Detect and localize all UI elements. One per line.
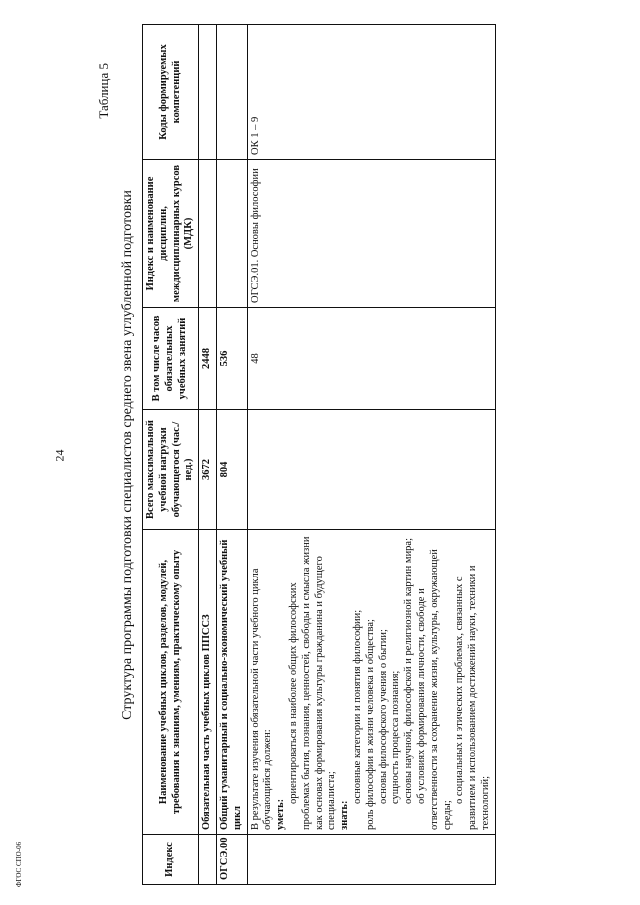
row-total: 804	[216, 410, 247, 530]
header-index: Индекс	[143, 835, 199, 885]
row-name: Общий гуманитарный и социально-экономический учебный цикл	[216, 530, 247, 835]
row-index: ОГСЭ.00	[216, 835, 247, 885]
list-item: об условиях формирования личности, свободе и ответственности за сохранение жизни, культуры, окружающей среды;	[415, 549, 453, 830]
table-row	[216, 25, 247, 885]
row-discipline	[199, 160, 217, 308]
row-codes	[216, 25, 247, 160]
list-item: о социальных и этических проблемах, связанных с развитием и использованием достижений науки, техники и технологий;	[454, 565, 491, 830]
page-number: 24	[52, 449, 67, 462]
header-required: В том числе часов обязательных учебных занятий	[143, 308, 199, 410]
list-item: роль философии в жизни человека и общества;	[364, 619, 376, 830]
detail-requirements	[247, 530, 495, 835]
table-label: Таблица 5	[96, 63, 111, 119]
row-total: 3672	[199, 410, 217, 530]
detail-intro: В результате изучения обязательной части учебного цикла обучающийся должен:	[249, 568, 274, 830]
detail-codes: ОК 1 – 9	[247, 25, 495, 160]
table-caption: Структура программы подготовки специалистов среднего звена углубленной подготовки	[120, 190, 135, 720]
row-required: 2448	[199, 308, 217, 410]
table-row	[199, 25, 217, 885]
table-header-row	[143, 25, 199, 885]
list-item: основные категории и понятия философии;	[351, 609, 363, 804]
header-total: Всего максимальной учебной нагрузки обучающегося (час./нед.)	[143, 410, 199, 530]
header-codes: Коды формируемых компетенций	[143, 25, 199, 160]
rotated-page-content	[80, 25, 580, 885]
header-discipline: Индекс и наименование дисциплин, междисциплинарных курсов (МДК)	[143, 160, 199, 308]
list-item: основы научной, философской и религиозной картин мира;	[403, 537, 415, 804]
detail-hours: 48	[247, 308, 495, 410]
row-discipline	[216, 160, 247, 308]
row-codes	[199, 25, 217, 160]
row-index	[199, 835, 217, 885]
umet-text: ориентироваться в наиболее общих философских проблемах бытия, познания, ценностей, свободы и смысла жизни как основах формирования культуры гражданина и будущего специалиста;	[287, 536, 338, 830]
detail-index	[247, 835, 495, 885]
detail-total	[247, 410, 495, 530]
row-name: Обязательная часть учебных циклов ППССЗ	[199, 530, 217, 835]
list-item: основы философского учения о бытии;	[377, 629, 389, 804]
row-required: 536	[216, 308, 247, 410]
footer-code: ФГОС СПО-06	[15, 841, 23, 887]
znat-label: знать:	[339, 800, 351, 830]
program-structure-table	[142, 24, 496, 885]
list-item: сущность процесса познания;	[390, 670, 402, 804]
table-row-detail	[247, 25, 495, 885]
header-name: Наименование учебных циклов, разделов, модулей, требования к знаниям, умениям, практическому опыту	[143, 530, 199, 835]
detail-discipline: ОГСЭ.01. Основы философии	[247, 160, 495, 308]
umet-label: уметь:	[275, 798, 287, 830]
